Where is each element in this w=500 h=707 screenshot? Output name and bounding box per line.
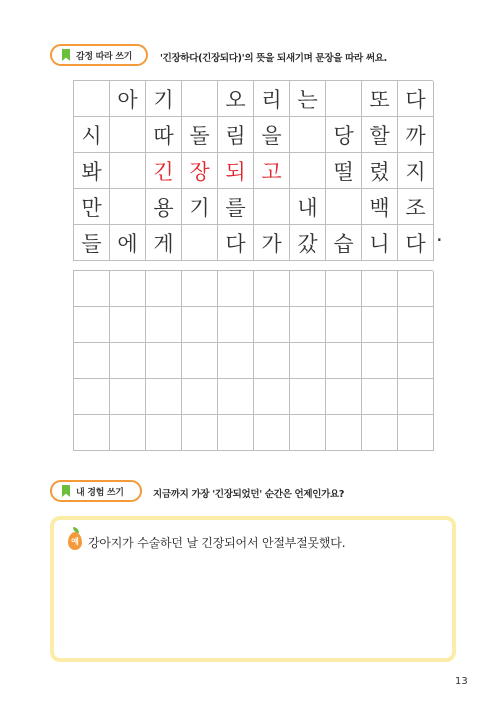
practice-cell[interactable] [74, 343, 110, 379]
section-tag-my-experience [50, 480, 142, 502]
grid-cell: 봐 [74, 153, 110, 189]
practice-cell[interactable] [290, 307, 326, 343]
practice-cell[interactable] [74, 415, 110, 451]
practice-cell[interactable] [218, 343, 254, 379]
grid-cell: 용 [146, 189, 182, 225]
grid-cell: 고 [254, 153, 290, 189]
practice-cell[interactable] [146, 271, 182, 307]
practice-cell[interactable] [146, 379, 182, 415]
practice-cell[interactable] [110, 307, 146, 343]
grid-cell: 다 [398, 225, 434, 261]
grid-cell: 니 [362, 225, 398, 261]
practice-cell[interactable] [182, 307, 218, 343]
practice-cell[interactable] [110, 271, 146, 307]
grid-cell [182, 225, 218, 261]
practice-cell[interactable] [110, 343, 146, 379]
practice-cell[interactable] [362, 379, 398, 415]
practice-cell[interactable] [398, 343, 434, 379]
practice-cell[interactable] [398, 415, 434, 451]
bookmark-flag-icon [62, 49, 70, 61]
practice-cell[interactable] [182, 271, 218, 307]
grid-cell: 림 [218, 117, 254, 153]
page-number: 13 [455, 676, 468, 687]
grid-cell [110, 153, 146, 189]
section-prompt: '긴장하다(긴장되다)'의 뜻을 되새기며 문장을 따라 써요. [160, 53, 387, 64]
grid-cell: 리 [254, 81, 290, 117]
section-tag-label: 감정 따라 쓰기 [76, 51, 133, 62]
practice-cell[interactable] [398, 379, 434, 415]
grid-cell [326, 189, 362, 225]
practice-cell[interactable] [254, 343, 290, 379]
practice-cell[interactable] [326, 415, 362, 451]
grid-cell: 지 [398, 153, 434, 189]
grid-cell: 을 [254, 117, 290, 153]
practice-cell[interactable] [362, 307, 398, 343]
grid-cell [290, 153, 326, 189]
grid-cell: 를 [218, 189, 254, 225]
example-answer-text: 강아지가 수술하던 날 긴장되어서 안절부절못했다. [88, 536, 346, 550]
practice-cell[interactable] [254, 307, 290, 343]
practice-cell[interactable] [182, 415, 218, 451]
grid-cell: 내 [290, 189, 326, 225]
practice-cell[interactable] [218, 379, 254, 415]
practice-cell[interactable] [398, 307, 434, 343]
practice-cell[interactable] [362, 271, 398, 307]
grid-cell: 들 [74, 225, 110, 261]
grid-cell: 할 [362, 117, 398, 153]
example-badge-label: 예 [71, 536, 79, 546]
practice-cell[interactable] [146, 307, 182, 343]
grid-cell: 시 [74, 117, 110, 153]
practice-cell[interactable] [218, 307, 254, 343]
grid-cell: 조 [398, 189, 434, 225]
grid-cell [254, 189, 290, 225]
grid-cell: 기 [146, 81, 182, 117]
practice-cell[interactable] [182, 379, 218, 415]
grid-cell: 또 [362, 81, 398, 117]
grid-cell [182, 81, 218, 117]
grid-cell: 따 [146, 117, 182, 153]
grid-cell: 백 [362, 189, 398, 225]
practice-cell[interactable] [326, 271, 362, 307]
sentence-period: . [436, 222, 443, 246]
grid-cell [110, 189, 146, 225]
practice-cell[interactable] [254, 415, 290, 451]
section-tag-label: 내 경험 쓰기 [76, 487, 124, 498]
practice-cell[interactable] [362, 343, 398, 379]
grid-cell [290, 117, 326, 153]
grid-cell: 가 [254, 225, 290, 261]
copy-writing-grid [73, 80, 433, 261]
carrot-example-icon [68, 532, 82, 550]
grid-cell: 게 [146, 225, 182, 261]
grid-cell: 아 [110, 81, 146, 117]
practice-cell[interactable] [326, 307, 362, 343]
practice-cell[interactable] [326, 343, 362, 379]
grid-cell [326, 81, 362, 117]
practice-cell[interactable] [290, 415, 326, 451]
grid-cell: 는 [290, 81, 326, 117]
practice-cell[interactable] [110, 379, 146, 415]
grid-cell [110, 117, 146, 153]
practice-cell[interactable] [290, 343, 326, 379]
bookmark-flag-icon [62, 485, 70, 497]
grid-cell: 떨 [326, 153, 362, 189]
practice-cell[interactable] [74, 271, 110, 307]
leaf-icon [73, 527, 79, 533]
grid-cell: 렸 [362, 153, 398, 189]
practice-cell[interactable] [290, 379, 326, 415]
practice-cell[interactable] [218, 271, 254, 307]
practice-writing-grid[interactable] [73, 270, 433, 451]
grid-cell: 갔 [290, 225, 326, 261]
grid-cell: 까 [398, 117, 434, 153]
grid-cell: 되 [218, 153, 254, 189]
grid-cell: 장 [182, 153, 218, 189]
grid-cell: 기 [182, 189, 218, 225]
practice-cell[interactable] [362, 415, 398, 451]
answer-box[interactable] [50, 516, 456, 662]
grid-cell: 다 [398, 81, 434, 117]
practice-cell[interactable] [110, 415, 146, 451]
practice-cell[interactable] [398, 271, 434, 307]
section-tag-emotion-copy [50, 44, 148, 66]
grid-cell [74, 81, 110, 117]
practice-cell[interactable] [254, 271, 290, 307]
practice-cell[interactable] [290, 271, 326, 307]
practice-cell[interactable] [74, 307, 110, 343]
grid-cell: 긴 [146, 153, 182, 189]
practice-cell[interactable] [254, 379, 290, 415]
grid-cell: 만 [74, 189, 110, 225]
practice-cell[interactable] [182, 343, 218, 379]
grid-cell: 습 [326, 225, 362, 261]
grid-cell: 다 [218, 225, 254, 261]
practice-cell[interactable] [146, 415, 182, 451]
grid-cell: 에 [110, 225, 146, 261]
grid-cell: 당 [326, 117, 362, 153]
grid-cell: 오 [218, 81, 254, 117]
grid-cell: 돌 [182, 117, 218, 153]
practice-cell[interactable] [218, 415, 254, 451]
practice-cell[interactable] [74, 379, 110, 415]
section-prompt: 지금까지 가장 '긴장되었던' 순간은 언제인가요? [153, 489, 345, 500]
practice-cell[interactable] [146, 343, 182, 379]
practice-cell[interactable] [326, 379, 362, 415]
